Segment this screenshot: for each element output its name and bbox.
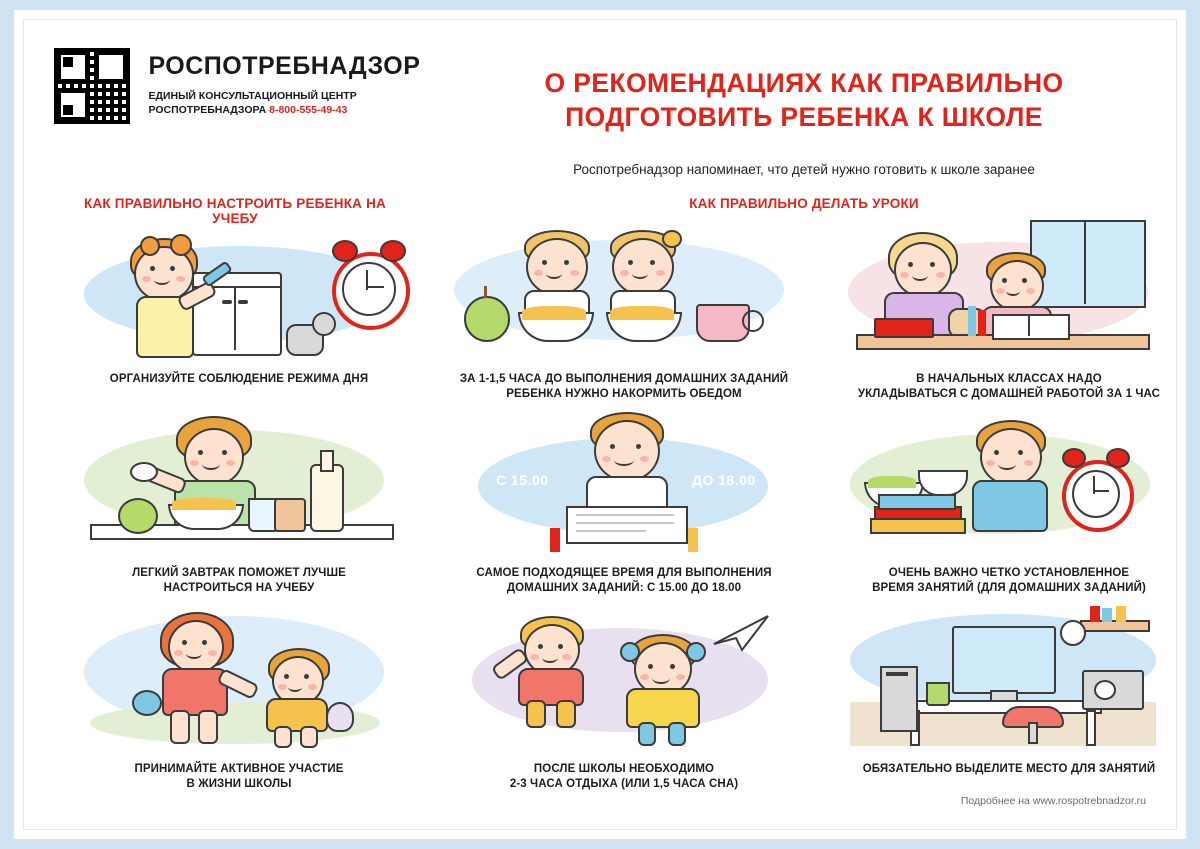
caption-school-life — [74, 762, 404, 792]
caption-study-place — [844, 762, 1174, 777]
cell-school-life — [74, 606, 404, 792]
caption-line: ВРЕМЯ ЗАНЯТИЙ (ДЛЯ ДОМАШНИХ ЗАДАНИЙ) — [872, 582, 1146, 594]
cell-regime — [74, 216, 404, 387]
section-heading-left: КАК ПРАВИЛЬНО НАСТРОИТЬ РЕБЕНКА НА УЧЕБУ — [84, 196, 386, 226]
caption-line: 2-3 ЧАСА ОТДЫХА (ИЛИ 1,5 ЧАСА СНА) — [509, 778, 739, 790]
caption-primary-school — [844, 372, 1174, 402]
art-boy-writing — [444, 410, 804, 560]
caption-fixed-schedule — [844, 566, 1174, 596]
logo-text — [148, 48, 421, 117]
caption-line: ОРГАНИЗУЙТЕ СОБЛЮДЕНИЕ РЕЖИМА ДНЯ — [109, 373, 369, 385]
art-two-children-eating — [444, 216, 804, 366]
cell-study-place — [844, 606, 1174, 777]
art-girl-books-clock — [844, 410, 1174, 560]
caption-line: УКЛАДЫВАТЬСЯ С ДОМАШНЕЙ РАБОТОЙ ЗА 1 ЧАС — [857, 388, 1161, 400]
cell-light-breakfast — [74, 410, 404, 596]
hotline-phone[interactable]: 8-800-555-49-43 — [269, 104, 348, 116]
caption-line: НАСТРОИТЬСЯ НА УЧЕБУ — [163, 582, 315, 594]
logo-block — [54, 48, 434, 124]
cell-lunch-before-homework — [444, 216, 804, 402]
caption-breakfast — [74, 566, 404, 596]
caption-line: В НАЧАЛЬНЫХ КЛАССАХ НАДО — [916, 373, 1102, 385]
cell-primary-school-one-hour — [844, 216, 1174, 402]
caption-line: В ЖИЗНИ ШКОЛЫ — [186, 778, 292, 790]
caption-best-time — [444, 566, 804, 596]
poster — [14, 10, 1186, 839]
poster-inner — [23, 19, 1177, 830]
caption-line: РЕБЕНКА НУЖНО НАКОРМИТЬ ОБЕДОМ — [506, 388, 742, 400]
caption-line: ОЧЕНЬ ВАЖНО ЧЕТКО УСТАНОВЛЕННОЕ — [888, 567, 1130, 579]
art-girl-brushing-teeth — [74, 216, 404, 366]
art-mother-and-child-homework — [844, 216, 1174, 366]
page-subtitle: Роспотребнадзор напоминает, что детей нужно готовить к школе заранее — [573, 162, 1035, 177]
caption-lunch — [444, 372, 804, 402]
caption-line: ЛЕГКИЙ ЗАВТРАК ПОМОЖЕТ ЛУЧШЕ — [132, 567, 346, 579]
page-title — [454, 66, 1154, 134]
badge-time-to: ДО 18.00 — [692, 472, 756, 488]
section-heading-middle: КАК ПРАВИЛЬНО ДЕЛАТЬ УРОКИ — [689, 196, 919, 211]
caption-line: ДОМАШНИХ ЗАДАНИЙ: С 15.00 ДО 18.00 — [506, 582, 742, 594]
cell-rest-after-school — [444, 606, 804, 792]
badge-time-from: С 15.00 — [496, 472, 549, 488]
consult-center-line2: РОСПОТРЕБНАДЗОРА — [148, 104, 267, 116]
paper-plane-icon — [712, 614, 772, 654]
cell-best-time — [444, 410, 804, 596]
brand-subtitle — [148, 89, 418, 117]
caption-line: ЗА 1-1,5 ЧАСА ДО ВЫПОЛНЕНИЯ ДОМАШНИХ ЗАДАНИЙ — [459, 373, 789, 385]
footer-note: Подробнее на www.rospotrebnadzor.ru — [960, 795, 1146, 807]
caption-line: ПРИНИМАЙТЕ АКТИВНОЕ УЧАСТИЕ — [134, 763, 344, 775]
caption-line: ОБЯЗАТЕЛЬНО ВЫДЕЛИТЕ МЕСТО ДЛЯ ЗАНЯТИЙ — [862, 763, 1156, 775]
art-desk-with-computer — [844, 606, 1174, 756]
art-mother-and-daughter-walking — [74, 606, 404, 756]
caption-line: ПОСЛЕ ШКОЛЫ НЕОБХОДИМО — [533, 763, 715, 775]
cell-fixed-schedule — [844, 410, 1174, 596]
art-girl-breakfast — [74, 410, 404, 560]
caption-regime — [74, 372, 404, 387]
consult-center-line1: ЕДИНЫЙ КОНСУЛЬТАЦИОННЫЙ ЦЕНТР — [148, 90, 357, 102]
art-children-jumping — [444, 606, 804, 756]
page-title-line1: О РЕКОМЕНДАЦИЯХ КАК ПРАВИЛЬНО — [544, 68, 1064, 98]
page-title-line2: ПОДГОТОВИТЬ РЕБЕНКА К ШКОЛЕ — [565, 102, 1043, 132]
qr-code-icon — [54, 48, 130, 124]
caption-line: САМОЕ ПОДХОДЯЩЕЕ ВРЕМЯ ДЛЯ ВЫПОЛНЕНИЯ — [476, 567, 772, 579]
brand-name: РОСПОТРЕБНАДЗОР — [148, 52, 421, 80]
caption-rest — [444, 762, 804, 792]
